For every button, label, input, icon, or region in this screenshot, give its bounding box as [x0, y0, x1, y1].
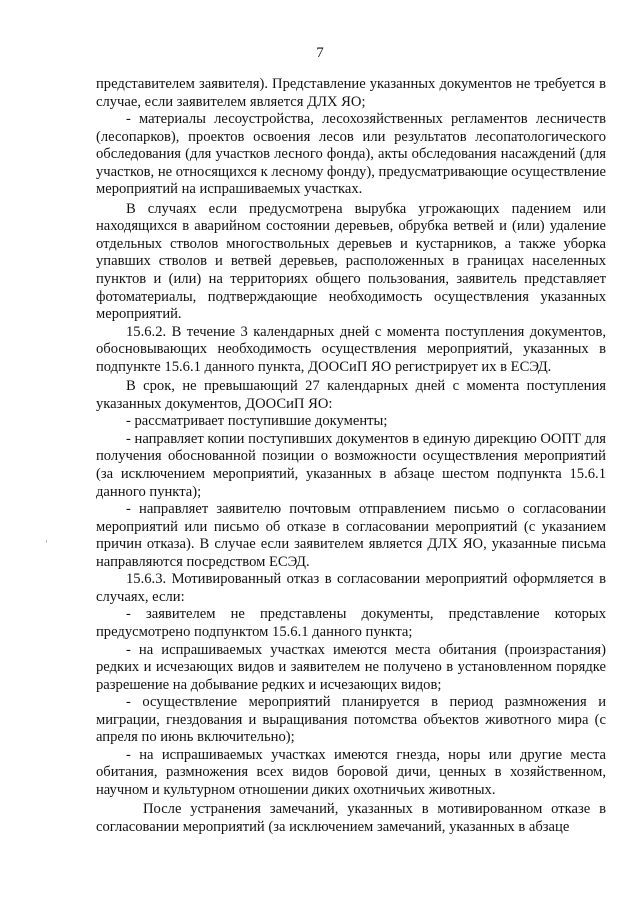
paragraph: В случаях если предусмотрена вырубка угрожающих падением или находящихся в аварийном состоянии деревьев, обрубка ветвей и (или) удаление отдельных стволов многоствольных деревьев и кустарников, а также уборка упавших стволов и ветвей деревьев, расположенных в границах населенных пунктов и (или) на территориях общего пользования, заявитель представляет фотоматериалы, подтверждающие необходимость осуществления указанных мероприятий.	[96, 200, 606, 323]
margin-mark	[46, 540, 47, 543]
paragraph: - материалы лесоустройства, лесохозяйственных регламентов лесничеств (лесопарков), проектов освоения лесов или результатов лесопатологического обследования (для участков лесного фонда), акты обследования насаждений (для участков, не относящихся к лесному фонду), предусматривающие осуществление мероприятий на испрашиваемых участках.	[96, 111, 606, 198]
paragraph: - рассматривает поступившие документы;	[126, 413, 388, 430]
paragraph: - направляет заявителю почтовым отправлением письмо о согласовании мероприятий или письмо об отказе в согласовании мероприятий (с указанием причин отказа). В случае если заявителем является ДЛХ ЯО, указанные письма направляются посредством ЕСЭД.	[96, 501, 606, 570]
paragraph: - осуществление мероприятий планируется в период размножения и миграции, гнездования и выращивания потомства объектов животного мира (с апреля по июнь включительно);	[96, 694, 606, 746]
paragraph: 15.6.2. В течение 3 календарных дней с момента поступления документов, обосновывающих необходимость осуществления мероприятий, указанных в подпункте 15.6.1 данного пункта, ДООСиП ЯО регистрирует их в ЕСЭД.	[96, 323, 606, 375]
paragraph: После устранения замечаний, указанных в мотивированном отказе в согласовании мероприятий (за исключением замечаний, указанных в абзаце	[96, 801, 606, 835]
paragraph: 15.6.3. Мотивированный отказ в согласовании мероприятий оформляется в случаях, если:	[96, 571, 606, 605]
paragraph: представителем заявителя). Представление указанных документов не требуется в случае, если заявителем является ДЛХ ЯО;	[96, 76, 606, 110]
body-text	[96, 76, 606, 837]
paragraph: В срок, не превышающий 27 календарных дней с момента поступления указанных документов, ДООСиП ЯО:	[96, 378, 606, 412]
paragraph: - направляет копии поступивших документов в единую дирекцию ООПТ для получения обоснованной позиции о возможности осуществления мероприятий (за исключением мероприятий, указанных в абзаце шестом подпункта 15.6.1 данного пункта);	[96, 430, 606, 500]
paragraph: - на испрашиваемых участках имеются гнезда, норы или другие места обитания, размножения всех видов боровой дичи, ценных в хозяйственном, научном и культурном отношении диких охотничьих животных.	[96, 746, 606, 798]
page-number: 7	[316, 45, 324, 61]
paragraph: - заявителем не представлены документы, представление которых предусмотрено подпунктом 15.6.1 данного пункта;	[96, 606, 606, 640]
paragraph: - на испрашиваемых участках имеются места обитания (произрастания) редких и исчезающих видов и заявителем не получено в установленном порядке разрешение на добывание редких и исчезающих видов;	[96, 641, 606, 693]
